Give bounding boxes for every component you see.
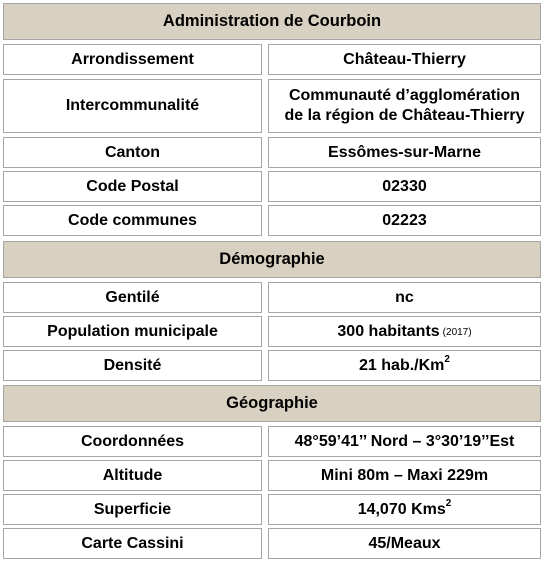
value-text: 300 habitants xyxy=(337,322,440,340)
value-population xyxy=(268,316,541,347)
label-text: Code communes xyxy=(68,211,197,229)
section-title: Administration de Courboin xyxy=(162,12,382,31)
value-densite: 21 hab./Km $^2$ xyxy=(268,350,541,381)
value-arrondissement xyxy=(268,44,541,75)
label-densite xyxy=(3,350,262,381)
label-text: Altitude xyxy=(102,466,163,484)
value-text-line1: Communauté d’agglomération xyxy=(288,87,521,104)
value-code-postal xyxy=(268,171,541,202)
label-coordonnees xyxy=(3,426,262,457)
label-altitude xyxy=(3,460,262,491)
label-text: Canton xyxy=(104,143,161,161)
label-text: Superficie xyxy=(93,500,172,518)
value-gentile xyxy=(268,282,541,313)
value-text-line2: de la région de Château-Thierry xyxy=(284,107,525,124)
label-text: Arrondissement xyxy=(71,50,194,68)
section-title: Démographie xyxy=(219,250,325,269)
population-year: (2017) xyxy=(442,327,472,339)
value-superficie: 14,070 Kms $^2$ xyxy=(268,494,541,525)
value-intercommunalite xyxy=(268,79,541,133)
value-canton xyxy=(268,137,541,168)
value-text: 02223 xyxy=(382,211,427,229)
label-text: Intercommunalité xyxy=(65,97,200,114)
label-text: Population municipale xyxy=(47,322,218,340)
value-text: Château-Thierry xyxy=(343,50,466,68)
section-header-administration xyxy=(3,3,541,40)
value-altitude xyxy=(268,460,541,491)
label-carte-cassini xyxy=(3,528,262,559)
value-text: Mini 80m – Maxi 229m xyxy=(320,466,489,484)
value-code-communes xyxy=(268,205,541,236)
label-canton xyxy=(3,137,262,168)
label-text: Gentilé xyxy=(105,288,160,306)
value-text: 45/Meaux xyxy=(368,534,441,552)
section-header-demographie xyxy=(3,241,541,278)
value-carte-cassini xyxy=(268,528,541,559)
value-coordonnees xyxy=(268,426,541,457)
label-text: Code Postal xyxy=(86,177,179,195)
label-intercommunalite xyxy=(3,79,262,133)
label-text: Coordonnées xyxy=(80,432,185,450)
value-text: Essômes-sur-Marne xyxy=(328,143,481,161)
value-text: 48°59’41’’ Nord – 3°30’19’’Est xyxy=(294,432,515,450)
label-text: Carte Cassini xyxy=(81,534,184,552)
section-header-geographie xyxy=(3,385,541,422)
label-gentile xyxy=(3,282,262,313)
value-text: 14,070 Kms xyxy=(357,500,446,518)
label-superficie xyxy=(3,494,262,525)
label-population xyxy=(3,316,262,347)
value-text: 02330 xyxy=(382,177,427,195)
label-arrondissement xyxy=(3,44,262,75)
label-code-postal xyxy=(3,171,262,202)
label-text: Densité xyxy=(103,356,162,374)
label-code-communes xyxy=(3,205,262,236)
value-text: nc xyxy=(395,288,414,306)
value-text: 21 hab./Km xyxy=(359,356,445,374)
section-title: Géographie xyxy=(226,394,318,413)
